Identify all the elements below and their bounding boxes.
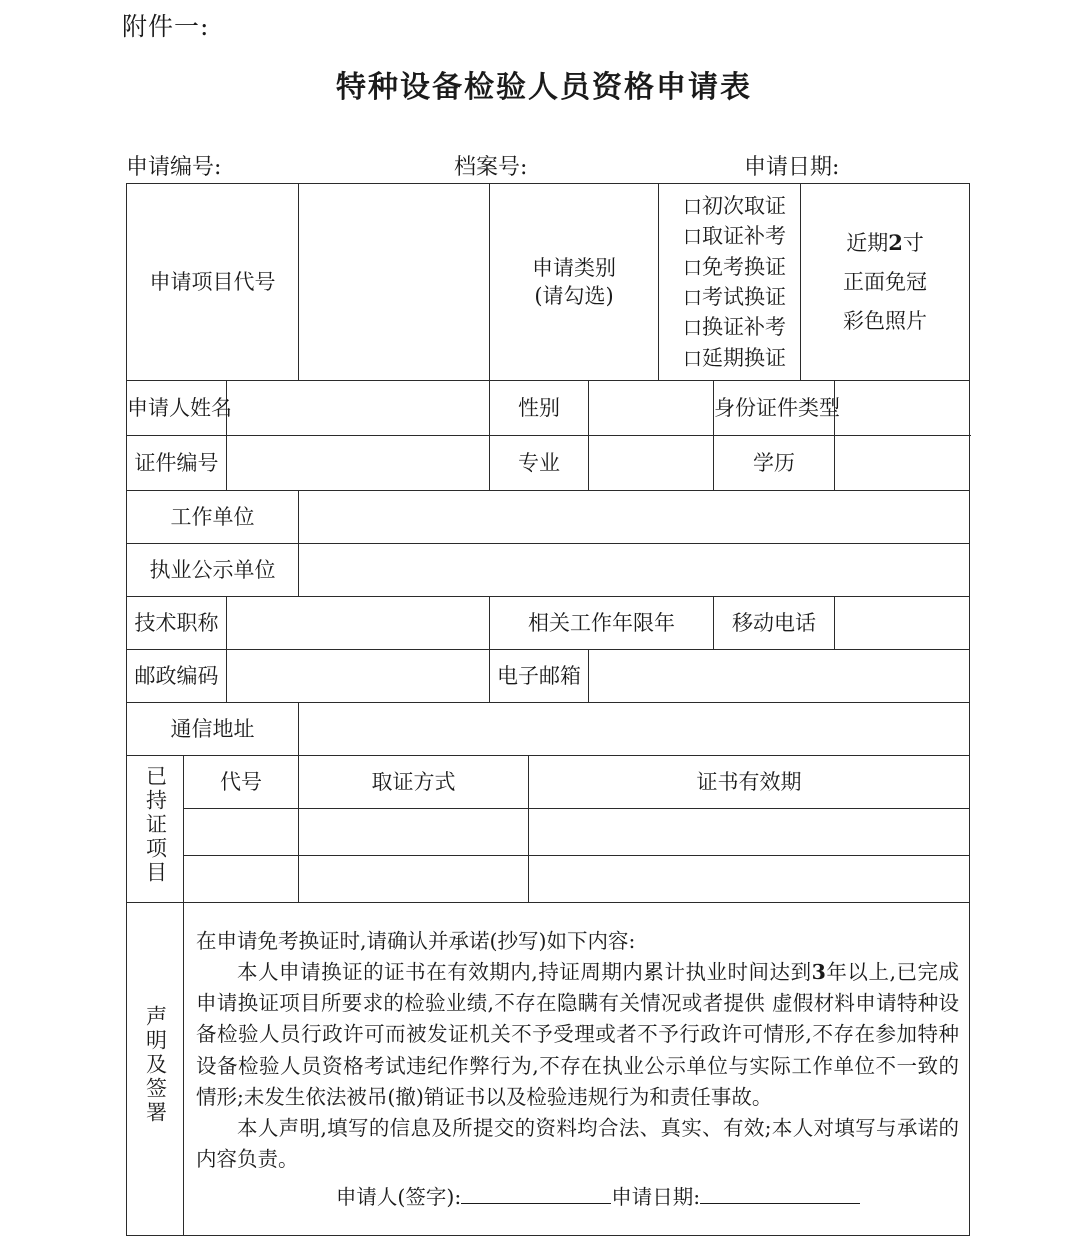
table-row: [127, 650, 970, 703]
checkbox-label: 取证补考: [702, 224, 787, 249]
checkbox-icon[interactable]: 口: [683, 195, 703, 218]
declaration-label-text: 声明及签署: [143, 1005, 168, 1126]
photo-line-3: 彩色照片: [843, 309, 928, 333]
table-row: [127, 903, 970, 1236]
major-value[interactable]: [589, 436, 714, 491]
id-type-value[interactable]: [835, 381, 970, 436]
education-label: 学历: [714, 436, 835, 491]
work-unit-label: 工作单位: [127, 491, 299, 544]
checkbox-option-exam-renewal[interactable]: [669, 282, 800, 312]
photo-size-suffix: 寸: [902, 231, 924, 255]
meta-row: [126, 150, 971, 180]
project-code-value[interactable]: [299, 184, 490, 381]
checkbox-option-first-certification[interactable]: [669, 191, 800, 221]
category-label: [490, 184, 659, 381]
tech-title-value[interactable]: [227, 597, 490, 650]
gender-value[interactable]: [589, 381, 714, 436]
id-number-value[interactable]: [227, 436, 490, 491]
declaration-label: [127, 903, 184, 1236]
checkbox-label: 换证补考: [702, 315, 787, 340]
held-certs-col-method: 取证方式: [299, 756, 529, 809]
table-row: [127, 756, 970, 809]
address-label: 通信地址: [127, 703, 299, 756]
declaration-content: [184, 903, 970, 1236]
work-unit-value[interactable]: [299, 491, 970, 544]
checkbox-label: 初次取证: [702, 193, 787, 218]
checkbox-icon[interactable]: 口: [683, 287, 703, 309]
public-unit-value[interactable]: [299, 544, 970, 597]
photo-size-number: 2: [888, 230, 903, 255]
checkbox-option-exam-exempt-renewal[interactable]: [669, 252, 800, 282]
photo-line-2: 正面免冠: [843, 270, 928, 294]
signature-date-label: 申请日期:: [611, 1185, 701, 1210]
checkbox-icon[interactable]: 口: [683, 347, 703, 370]
education-value[interactable]: [835, 436, 970, 491]
declaration-intro: 在申请免考换证时,请确认并承诺(抄写)如下内容:: [196, 928, 636, 953]
held-certs-col-code: 代号: [184, 756, 299, 809]
declaration-statement: 本人声明,填写的信息及所提交的资料均合法、真实、有效;本人对填写与承诺的内容负责。: [196, 1115, 960, 1172]
public-unit-label: 执业公示单位: [127, 544, 299, 597]
held-certs-row-0-validity[interactable]: [529, 809, 970, 856]
file-no-label: 档案号:: [454, 155, 528, 180]
held-certs-row-0-code[interactable]: [184, 809, 299, 856]
id-type-label: 身份证件类型: [714, 381, 835, 436]
table-row: [127, 597, 970, 650]
photo-line-1: [801, 232, 969, 254]
postcode-value[interactable]: [227, 650, 490, 703]
email-value[interactable]: [589, 650, 970, 703]
signature-label: 申请人(签字):: [335, 1185, 462, 1210]
photo-size-prefix: 近期: [846, 231, 889, 255]
declaration-body-years: 3: [811, 960, 826, 985]
declaration-body-part1: 本人申请换证的证书在有效期内,持证周期内累计执业时间达到: [237, 960, 812, 985]
mobile-value[interactable]: [835, 597, 970, 650]
checkbox-label: 考试换证: [702, 285, 787, 309]
table-row: [127, 491, 970, 544]
table-row: [127, 381, 970, 436]
checkbox-icon[interactable]: 口: [683, 226, 703, 249]
checkbox-option-renewal-retake[interactable]: [669, 312, 800, 342]
page-title: 特种设备检验人员资格申请表: [336, 70, 752, 105]
held-certs-row-1-code[interactable]: [184, 856, 299, 903]
id-number-label: 证件编号: [127, 436, 227, 491]
mobile-label: 移动电话: [714, 597, 835, 650]
project-code-label: 申请项目代号: [127, 184, 299, 381]
checkbox-icon[interactable]: 口: [683, 256, 703, 279]
application-date-label: 申请日期:: [744, 155, 840, 180]
declaration-body: [196, 957, 959, 1113]
signature-field[interactable]: [461, 1203, 611, 1204]
tech-title-label: 技术职称: [127, 597, 227, 650]
declaration-body-part2: 年以上,已完成申请换证项目所要求的检验业绩,不存在隐瞒有关情况或者提供 虚假材料申请特种设备检验人员行政许可而被发证机关不予受理或者不予行政许可情形,不存在参加特种设备检验人员资格考试违纪作弊行为,不存在执业公示单位与实际工作单位不一致的情形;未发生依法被吊(撤)销证书以及检验违规行为和责任事故。: [196, 960, 960, 1109]
checkbox-option-certification-retake[interactable]: [669, 221, 800, 251]
email-label: 电子邮箱: [490, 650, 589, 703]
address-value[interactable]: [299, 703, 970, 756]
held-certs-row-1-method[interactable]: [299, 856, 529, 903]
signature-date-field[interactable]: [700, 1203, 860, 1204]
held-certs-col-validity: 证书有效期: [529, 756, 970, 809]
table-row: [127, 856, 970, 903]
major-label: 专业: [490, 436, 589, 491]
application-no-label: 申请编号:: [126, 155, 222, 180]
table-row: [127, 809, 970, 856]
table-row: [127, 184, 970, 381]
application-form-table: [126, 183, 970, 1236]
category-checkbox-group[interactable]: [659, 184, 801, 381]
table-row: [127, 436, 970, 491]
attachment-label: 附件一:: [122, 12, 210, 41]
held-certs-row-1-validity[interactable]: [529, 856, 970, 903]
postcode-label: 邮政编码: [127, 650, 227, 703]
photo-placeholder[interactable]: [801, 184, 970, 381]
held-certs-label-text: 已持证项目: [143, 765, 168, 886]
checkbox-label: 延期换证: [702, 345, 787, 370]
work-years-label: 相关工作年限年: [490, 597, 714, 650]
applicant-name-label: 申请人姓名: [127, 381, 227, 436]
category-label-line2: (请勾选): [534, 284, 614, 308]
held-certs-row-0-method[interactable]: [299, 809, 529, 856]
checkbox-label: 免考换证: [702, 254, 787, 279]
gender-label: 性别: [490, 381, 589, 436]
checkbox-option-extension-renewal[interactable]: [669, 343, 800, 373]
signature-line: [196, 1181, 959, 1214]
table-row: [127, 703, 970, 756]
held-certs-label: [127, 756, 184, 903]
table-row: [127, 544, 970, 597]
applicant-name-value[interactable]: [227, 381, 490, 436]
category-label-line1: 申请类别: [532, 255, 617, 280]
checkbox-icon[interactable]: 口: [683, 317, 703, 340]
